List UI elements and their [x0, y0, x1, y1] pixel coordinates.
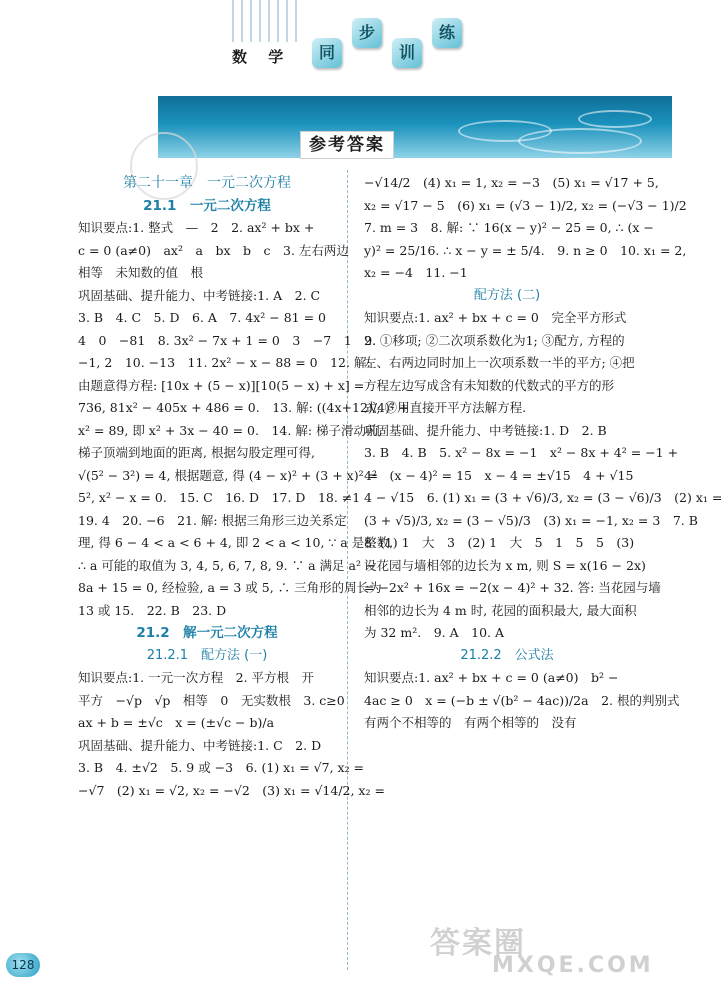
answer-line: 知识要点:1. 整式 — 2 2. ax² + bx + — [78, 220, 315, 235]
answer-line: 为 32 m². 9. A 10. A — [364, 625, 504, 640]
answer-line: 知识要点:1. ax² + bx + c = 0 完全平方形式 — [364, 310, 627, 325]
answer-line: ∴ a 可能的取值为 3, 4, 5, 6, 7, 8, 9. ∵ a 满足 a² − — [78, 557, 376, 573]
page-number: 128 — [6, 953, 40, 977]
answer-line: 13 或 15. 22. B 23. D — [78, 602, 227, 618]
answer-line: x₂ = −4 11. −1 — [364, 265, 468, 280]
answer-line: 4² (x − 4)² = 15 x − 4 = ±√15 4 + √15 — [364, 467, 634, 483]
answer-line: 方程左边写成含有未知数的代数式的平方的形 — [364, 377, 615, 393]
answer-line: 5², x² − x = 0. 15. C 16. D 17. D 18. ≠1 — [78, 490, 361, 505]
answer-line: 3. B 4. ±√2 5. 9 或 −3 6. (1) x₁ = √7, x₂ = — [78, 760, 365, 775]
answer-line: x² = 89, 即 x² + 3x − 40 = 0. 14. 解: 梯子滑动前, — [78, 422, 383, 438]
sub-heading: 21.2.1 配方法 (一) — [146, 647, 268, 663]
section-heading: 21.2 解一元二次方程 — [136, 625, 278, 641]
answer-line: y)² = 25/16. ∴ x − y = ± 5/4. 9. n ≥ 0 10. x₁ = 2, — [364, 242, 687, 258]
watermark-logo: 答案圈 — [430, 926, 526, 961]
answer-line: x₂ = √17 − 5 (6) x₁ = (√3 − 1)/2, x₂ = (−√3 − 1)/2 — [364, 197, 687, 213]
right-column — [364, 172, 722, 735]
series-cube-2: 步 — [352, 18, 382, 48]
answer-line: 736, 81x² − 405x + 486 = 0. 13. 解: ((4x+12)/4)² + — [78, 400, 410, 415]
series-cube-1: 同 — [312, 38, 342, 68]
answer-line: −1, 2 10. −13 11. 2x² − x − 88 = 0 12. 解: — [78, 355, 371, 370]
page-header — [0, 0, 672, 75]
answer-line: 8. (1) 1 大 3 (2) 1 大 5 1 5 5 (3) — [364, 535, 635, 550]
answer-line: 平方 −√p √p 相等 0 无实数根 3. c≥0 — [78, 692, 345, 708]
sub-heading: 配方法 (二) — [473, 287, 541, 303]
answer-line: 3. B 4. B 5. x² − 8x = −1 x² − 8x + 4² = −1 + — [364, 445, 679, 460]
answer-line: 8a + 15 = 0, 经检验, a = 3 或 5, ∴ 三角形的周长为 — [78, 580, 382, 595]
answer-line: 19. 4 20. −6 21. 解: 根据三角形三边关系定 — [78, 512, 347, 528]
answer-line: 左、右两边同时加上一次项系数一半的平方; ④把 — [364, 355, 635, 370]
answer-line: √(5² − 3²) = 4, 根据题意, 得 (4 − x)² + (3 + x)² = — [78, 467, 379, 483]
answer-line: 梯子顶端到地面的距离, 根据勾股定理可得, — [78, 445, 315, 460]
section-heading: 21.1 一元二次方程 — [143, 197, 271, 214]
answer-line: 式; ⑤用直接开平方法解方程. — [364, 400, 527, 415]
answer-line: (3 + √5)/3, x₂ = (3 − √5)/3 (3) x₁ = −1, x₂ = 3 7. B — [364, 512, 698, 528]
answer-line: 巩固基础、提升能力、中考链接:1. D 2. B — [364, 422, 607, 438]
sub-heading: 21.2.2 公式法 — [460, 647, 554, 663]
answer-line: 4ac ≥ 0 x = (−b ± √(b² − 4ac))/2a 2. 根的判别式 — [364, 692, 680, 708]
answer-line: 3. B 4. C 5. D 6. A 7. 4x² − 81 = 0 — [78, 310, 327, 325]
answer-line: 知识要点:1. ax² + bx + c = 0 (a≠0) b² − — [364, 670, 619, 685]
answer-line: −√14/2 (4) x₁ = 1, x₂ = −3 (5) x₁ = √17 + 5, — [364, 175, 659, 190]
series-cube-4: 练 — [432, 18, 462, 48]
answer-line: 相等 未知数的值 根 — [78, 265, 204, 280]
answer-line: 相邻的边长为 4 m 时, 花园的面积最大, 最大面积 — [364, 602, 637, 618]
answer-line: 巩固基础、提升能力、中考链接:1. A 2. C — [78, 287, 321, 303]
answer-line: 有两个不相等的 有两个相等的 没有 — [364, 715, 577, 730]
answer-line: c = 0 (a≠0) ax² a bx b c 3. 左右两边 — [78, 242, 349, 258]
answer-line: −√7 (2) x₁ = √2, x₂ = −√2 (3) x₁ = √14/2, x₂ = — [78, 782, 385, 798]
banner-title: 参考答案 — [300, 131, 394, 159]
answer-line: 4 0 −81 8. 3x² − 7x + 1 = 0 3 −7 1 9. — [78, 332, 377, 348]
answer-line: 7. m = 3 8. 解: ∵ 16(x − y)² − 25 = 0, ∴ (x − — [364, 220, 654, 235]
series-cube-3: 训 — [392, 38, 422, 68]
answer-line: 巩固基础、提升能力、中考链接:1. C 2. D — [78, 737, 322, 753]
answer-line: 设花园与墙相邻的边长为 x m, 则 S = x(16 − 2x) — [364, 557, 646, 573]
header-stripes — [232, 0, 302, 42]
left-column — [78, 172, 410, 802]
answer-banner — [158, 96, 672, 158]
watermark-url: MXQE.COM — [492, 953, 654, 978]
answer-line: = −2x² + 16x = −2(x − 4)² + 32. 答: 当花园与墙 — [364, 580, 661, 595]
answer-line: 4 − √15 6. (1) x₁ = (3 + √6)/3, x₂ = (3 − √6)/3 (2) x₁ = — [364, 490, 722, 505]
answer-line: ax + b = ±√c x = (±√c − b)/a — [78, 715, 275, 730]
answer-line: 理, 得 6 − 4 < a < 6 + 4, 即 2 < a < 10, ∵ a 是整数, — [78, 535, 394, 550]
answer-line: 知识要点:1. 一元一次方程 2. 平方根 开 — [78, 670, 315, 685]
answer-line: 2. ①移项; ②二次项系数化为1; ③配方, 方程的 — [364, 332, 625, 348]
answer-line: 由题意得方程: [10x + (5 − x)][10(5 − x) + x] = — [78, 377, 365, 393]
chapter-heading: 第二十一章 一元二次方程 — [123, 175, 291, 191]
subject-label: 数 学 — [232, 48, 292, 66]
